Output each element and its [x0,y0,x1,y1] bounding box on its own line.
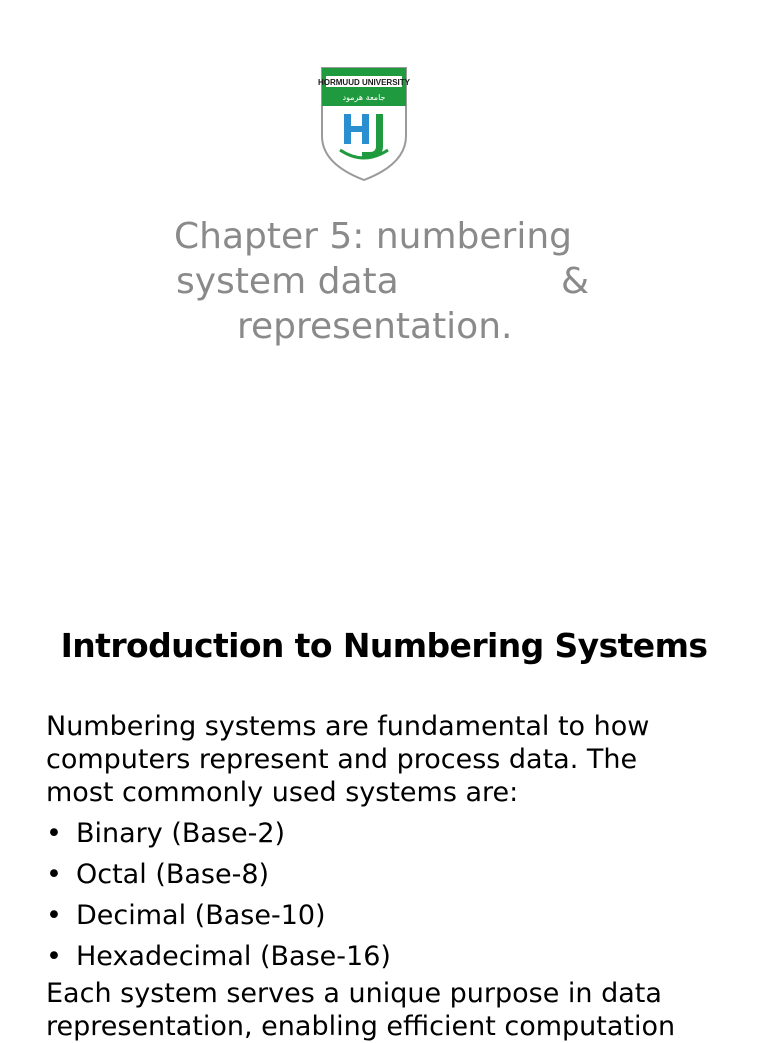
chapter-title-line-3: representation. [237,306,513,347]
intro-heading: Introduction to Numbering Systems [60,626,708,665]
hormuud-university-logo [316,66,412,182]
paragraph-line: Numbering systems are fundamental to how [46,711,650,742]
list-item-text: Binary (Base-2) [76,818,286,849]
closing-line: Each system serves a unique purpose in data [46,978,662,1009]
bullet-icon: • [46,859,62,890]
bullet-icon: • [46,900,62,931]
list-item [46,854,746,895]
paragraph-line: computers represent and process data. The [46,744,638,775]
list-item [46,813,746,854]
logo-banner-text: HORMUUD UNIVERSITY [317,78,411,87]
chapter-title-line-2-left: system data [176,261,399,302]
paragraph-line: most commonly used systems are: [46,777,519,808]
list-item-text: Decimal (Base-10) [76,900,326,931]
bullet-icon: • [46,818,62,849]
list-item [46,936,746,977]
list-item [46,895,746,936]
bullet-icon: • [46,941,62,972]
chapter-title-line-1: Chapter 5: numbering [174,216,573,257]
intro-slide [0,590,768,1042]
closing-line: representation, enabling efficient computation [46,1011,676,1042]
chapter-title-line-2-ampersand: & [561,261,590,302]
intro-body [46,710,746,1043]
list-item-text: Hexadecimal (Base-16) [76,941,391,972]
list-item-text: Octal (Base-8) [76,859,270,890]
logo-arabic-text: جامعة هرمود [342,93,386,102]
numbering-systems-list [46,813,746,977]
